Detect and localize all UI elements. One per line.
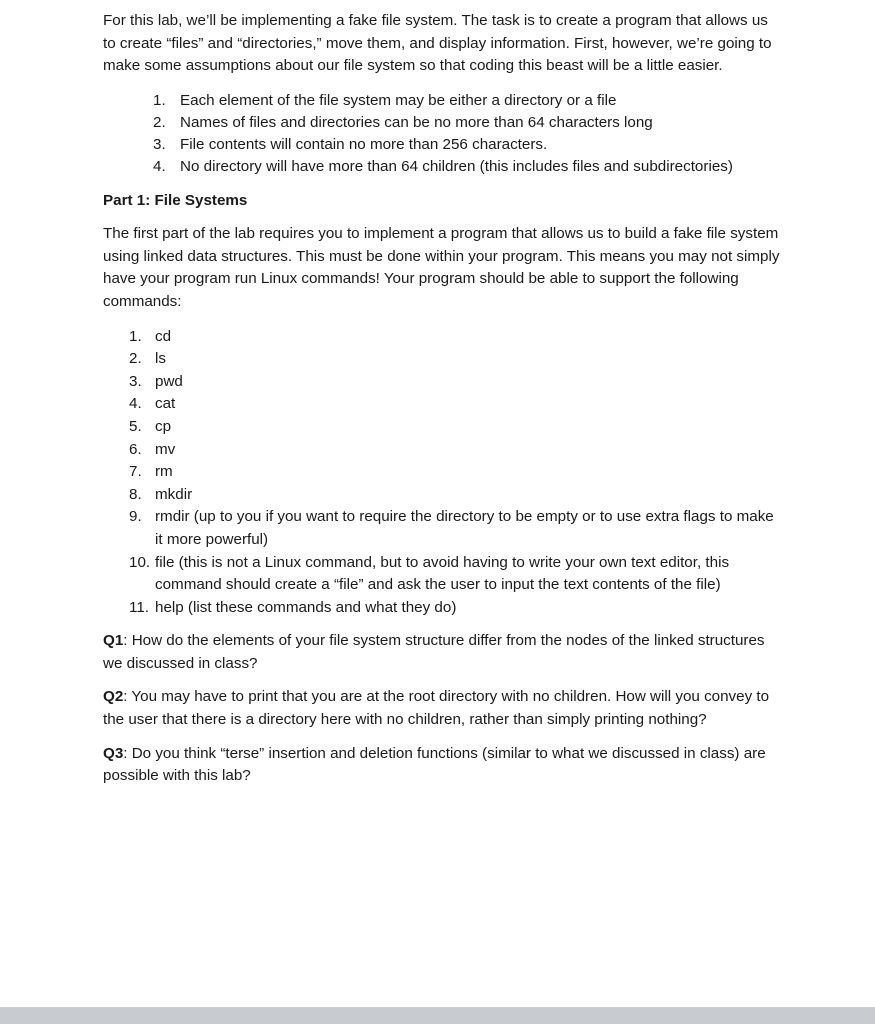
list-item: [129, 439, 783, 462]
page-bottom-bar: [0, 1007, 875, 1024]
list-item: [153, 134, 783, 156]
list-text: cp: [155, 417, 172, 435]
list-number: 7.: [129, 463, 142, 481]
list-text: rmdir (up to you if you want to require the directory to be empty or to use extra flags to make it more powerful): [155, 508, 774, 548]
question-2: [103, 686, 783, 731]
list-item: [129, 371, 783, 394]
list-number: 4.: [153, 158, 166, 176]
list-text: pwd: [155, 372, 183, 390]
document-content: [103, 10, 783, 799]
question-label: Q2: [103, 688, 124, 706]
list-text: No directory will have more than 64 children (this includes files and subdirectories): [180, 158, 733, 176]
list-number: 5.: [129, 417, 142, 435]
list-item: [129, 484, 783, 507]
list-text: Names of files and directories can be no more than 64 characters long: [180, 113, 653, 131]
list-number: 1.: [129, 327, 142, 345]
question-text: : You may have to print that you are at the root directory with no children. How will you convey to the user that there is a directory here with no children, rather than simply printing nothing?: [103, 688, 770, 729]
list-text: Each element of the file system may be either a directory or a file: [180, 91, 617, 109]
list-number: 10.: [129, 553, 151, 571]
list-number: 9.: [129, 508, 142, 526]
list-number: 1.: [153, 91, 166, 109]
list-number: 3.: [129, 372, 142, 390]
list-item: [129, 597, 783, 620]
list-item: [129, 326, 783, 349]
list-text: rm: [155, 463, 173, 481]
list-text: mkdir: [155, 485, 193, 503]
question-1: [103, 630, 783, 675]
list-number: 2.: [153, 113, 166, 131]
list-text: cat: [155, 395, 176, 413]
question-label: Q3: [103, 744, 124, 762]
commands-list: [129, 326, 783, 620]
question-text: : How do the elements of your file system structure differ from the nodes of the linked structures we discussed in class?: [103, 632, 765, 672]
list-item: [153, 90, 783, 112]
question-label: Q1: [103, 632, 124, 650]
list-text: File contents will contain no more than 256 characters.: [180, 136, 548, 154]
list-item: [153, 112, 783, 134]
list-number: 2.: [129, 350, 142, 368]
list-text: ls: [155, 350, 166, 368]
list-number: 3.: [153, 136, 166, 154]
intro-paragraph: For this lab, we’ll be implementing a fake file system. The task is to create a program that allows us to create “files” and “directories,” move them, and display information. First, however, we’re going to make some assumptions about our file system so that coding this beast will be a little easier.: [103, 12, 772, 75]
question-3: [103, 743, 783, 788]
list-text: help (list these commands and what they do): [155, 598, 457, 616]
list-item: [129, 393, 783, 416]
list-item: [129, 416, 783, 439]
part1-heading: Part 1: File Systems: [103, 191, 248, 209]
list-number: 8.: [129, 485, 142, 503]
question-text: : Do you think “terse” insertion and deletion functions (similar to what we discussed in class) are possible with this lab?: [103, 744, 766, 785]
list-item: [129, 461, 783, 484]
part1-intro-paragraph: The first part of the lab requires you to implement a program that allows us to build a fake file system using linked data structures. This must be done within your program. This means you may not simply have your program run Linux commands! Your program should be able to support the following commands:: [103, 225, 780, 310]
list-item: [129, 552, 783, 597]
assumptions-list: [153, 90, 783, 179]
list-text: mv: [155, 440, 176, 458]
list-text: file (this is not a Linux command, but to avoid having to write your own text editor, this command should create a “file” and ask the user to input the text contents of the file): [155, 553, 730, 594]
list-item: [153, 156, 783, 178]
list-number: 4.: [129, 395, 142, 413]
list-text: cd: [155, 327, 172, 345]
list-number: 11.: [129, 598, 149, 616]
list-item: [129, 506, 783, 551]
list-item: [129, 348, 783, 371]
list-number: 6.: [129, 440, 142, 458]
